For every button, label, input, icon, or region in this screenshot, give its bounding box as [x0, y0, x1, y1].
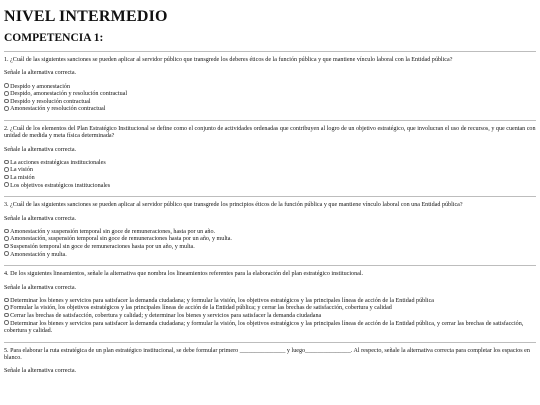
- option-item[interactable]: [4, 91, 536, 99]
- question-instruction: Señale la alternativa correcta.: [4, 368, 77, 375]
- option-item[interactable]: [4, 313, 536, 321]
- radio-button[interactable]: [4, 167, 9, 172]
- question-1: [4, 57, 536, 114]
- option-label: Cerrar las brechas de satisfacción, cobertura y calidad; y determinar los bienes y servicios para satisfacer la demanda ciudadana: [10, 312, 322, 319]
- option-label: Amonestación y resolución contractual: [10, 106, 106, 113]
- options-list: [4, 84, 536, 114]
- divider: [4, 51, 536, 52]
- option-label: La misión: [10, 175, 35, 182]
- question-text: 3. ¿Cuál de las siguientes sanciones se pueden aplicar al servidor público que transgrede los principios éticos de la función pública y que mantiene vínculo laboral con una Entidad pública?: [4, 202, 463, 209]
- question-instruction: Señale la alternativa correcta.: [4, 70, 77, 77]
- option-item[interactable]: [4, 106, 536, 114]
- option-label: Amonestación y suspensión temporal sin goce de remuneraciones, hasta por un año.: [10, 228, 216, 235]
- option-label: Formular la visión, los objetivos estratégicos y las principales líneas de acción de la Entidad pública; y cerrar las brechas de satisfacción, cobertura y calidad: [10, 305, 392, 312]
- radio-button[interactable]: [4, 99, 9, 104]
- option-label: Amonestación y multa.: [10, 251, 67, 258]
- question-2: [4, 126, 536, 190]
- question-text: 1. ¿Cuál de las siguientes sanciones se pueden aplicar al servidor público que transgrede los deberes éticos de la función pública y que mantiene vínculo laboral con la Entidad pública?: [4, 57, 453, 63]
- question-4: [4, 271, 536, 336]
- option-item[interactable]: [4, 321, 536, 336]
- question-3: [4, 202, 536, 259]
- radio-button[interactable]: [4, 236, 9, 241]
- radio-button[interactable]: [4, 313, 9, 318]
- options-list: [4, 298, 536, 336]
- radio-button[interactable]: [4, 229, 9, 234]
- radio-button[interactable]: [4, 251, 9, 256]
- option-label: Despido y amonestación: [10, 83, 71, 90]
- option-label: Despido y resolución contractual: [10, 98, 91, 105]
- options-list: [4, 160, 536, 190]
- option-label: Suspensión temporal sin goce de remuneraciones hasta por un año, y multa.: [10, 244, 195, 251]
- divider: [4, 265, 536, 266]
- divider: [4, 342, 536, 343]
- option-item[interactable]: [4, 252, 536, 260]
- radio-button[interactable]: [4, 305, 9, 310]
- option-label: La acciones estratégicas institucionales: [10, 159, 106, 166]
- options-list: [4, 229, 536, 259]
- option-label: Los objetivos estratégicos institucionales: [10, 182, 111, 189]
- option-label: Despido, amonestación y resolución contractual: [10, 91, 128, 98]
- radio-button[interactable]: [4, 83, 9, 88]
- option-item[interactable]: [4, 305, 536, 313]
- radio-button[interactable]: [4, 175, 9, 180]
- question-text: 2. ¿Cuál de los elementos del Plan Estratégico Institucional se define como el conjunto de actividades ordenadas que contribuyen al logro de un objetivo estratégico, que involucran el uso de recursos, y que cuentan con unidad de medida y meta física determinada?: [4, 125, 536, 140]
- option-item[interactable]: [4, 175, 536, 183]
- option-item[interactable]: [4, 183, 536, 191]
- option-item[interactable]: [4, 160, 536, 168]
- divider: [4, 196, 536, 197]
- option-item[interactable]: [4, 244, 536, 252]
- divider: [4, 120, 536, 121]
- radio-button[interactable]: [4, 298, 9, 303]
- radio-button[interactable]: [4, 244, 9, 249]
- question-text: 4. De los siguientes lineamientos, señale la alternativa que nombra los lineamientos referentes para la elaboración del plan estratégico institucional.: [4, 271, 364, 278]
- radio-button[interactable]: [4, 182, 9, 187]
- question-instruction: Señale la alternativa correcta.: [4, 215, 77, 222]
- option-label: Amonestación, suspensión temporal sin goce de remuneraciones hasta por un año, y multa.: [10, 236, 232, 243]
- question-5: [4, 348, 536, 376]
- page-title: NIVEL INTERMEDIO: [4, 8, 168, 25]
- section-subtitle: COMPETENCIA 1:: [4, 32, 104, 44]
- question-instruction: Señale la alternativa correcta.: [4, 284, 77, 291]
- option-item[interactable]: [4, 236, 536, 244]
- question-text: 5. Para elaborar la ruta estratégica de un plan estratégico institucional, se debe formular primero _______________ y luego_______________. Al respecto, señale la alternativa correcta para completar los espacios en blanco.: [4, 347, 530, 362]
- radio-button[interactable]: [4, 160, 9, 165]
- option-label: Determinar los bienes y servicios para satisfacer la demanda ciudadana; y formular la visión, los objetivos estratégicos y las principales líneas de acción de la Entidad pública, y cerrar las brechas de satisfacción, cobertura y calidad.: [4, 320, 524, 335]
- question-instruction: Señale la alternativa correcta.: [4, 146, 77, 153]
- option-item[interactable]: [4, 167, 536, 175]
- option-label: La visión: [10, 167, 33, 174]
- radio-button[interactable]: [4, 91, 9, 96]
- radio-button[interactable]: [4, 320, 9, 325]
- option-label: Determinar los bienes y servicios para satisfacer la demanda ciudadana; y formular la visión, los objetivos estratégicos y las principales líneas de acción de la Entidad pública: [10, 297, 434, 304]
- radio-button[interactable]: [4, 106, 9, 111]
